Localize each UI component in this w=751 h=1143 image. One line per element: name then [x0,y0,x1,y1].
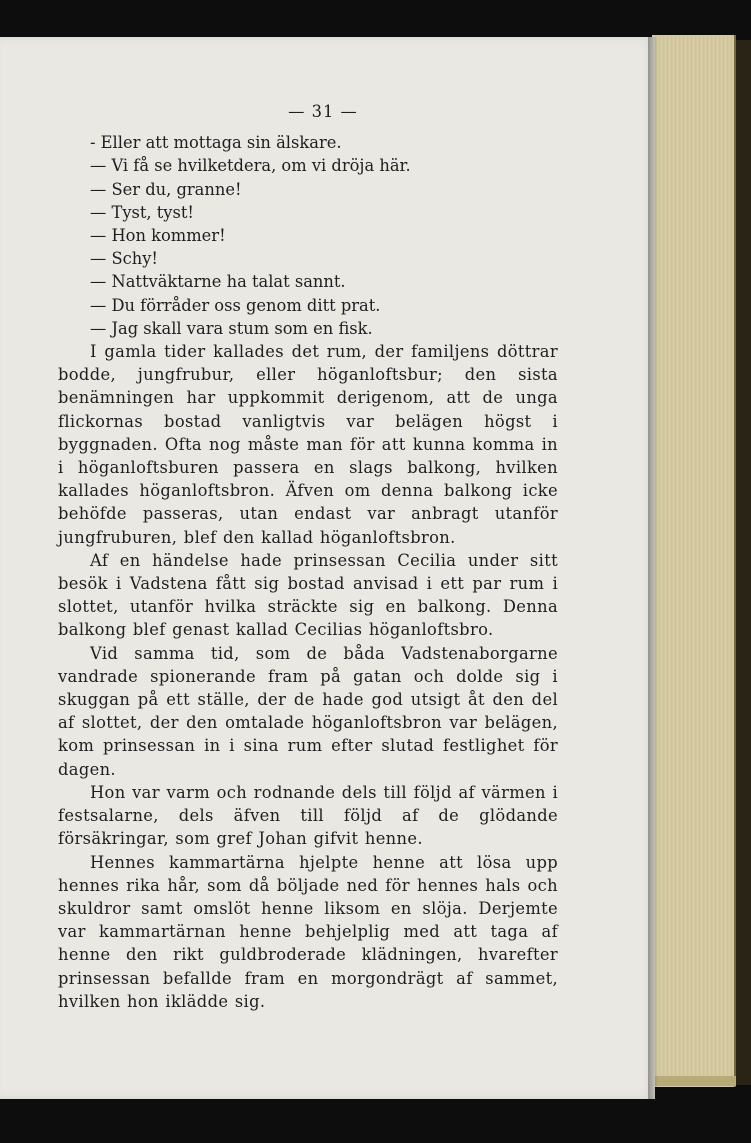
page-text [58,100,558,1013]
page-number: — 31 — [288,102,358,121]
dialogue-line: — Schy! [90,249,158,269]
paragraph: Hennes kammartärna hjelpte henne att lösa upp hennes rika hår, som då böljade ned för hennes hals och skuldror samt omslöt henne liksom en slöja. Derjemte var kammartärnan henne behjelplig med att taga af henne den rikt guldbroderade klädningen, hvarefter prinsessan befallde fram en morgondrägt af sammet, hvilken hon iklädde sig. [58,852,558,1011]
book-cover-edge [734,40,751,1085]
paragraph: Hon var varm och rodnande dels till följd af värmen i festsalarne, dels äfven till följd af de glödande försäkringar, som gref Johan gifvit henne. [58,782,558,849]
paragraph: Vid samma tid, som de båda Vadstenaborgarne vandrade spionerande fram på gatan och dolde sig i skuggan på ett ställe, der de hade god utsigt åt den del af slottet, der den omtalade höganloftsbron var belägen, kom prinsessan in i sina rum efter slutad festlighet för dagen. [58,643,558,779]
paragraph: I gamla tider kallades det rum, der familjens döttrar bodde, jungfrubur, eller höganloftsbur; den sista benämningen har uppkommit derigenom, att de unga flickornas bostad vanligtvis var belägen högst i byggnaden. Ofta nog måste man för att kunna komma in i höganloftsburen passera en slags balkong, hvilken kallades höganloftsbron. Äfven om denna balkong icke behöfde passeras, utan endast var anbragt utanför jungfruburen, blef den kallad höganloftsbron. [58,342,558,547]
paragraph: Af en händelse hade prinsessan Cecilia under sitt besök i Vadstena fått sig bostad anvisad i ett par rum i slottet, utanför hvilka sträckte sig en balkong. Denna balkong blef genast kallad Cecilias höganloftsbro. [58,550,558,640]
dialogue-line: — Ser du, granne! [90,179,242,199]
dialogue-line: — Jag skall vara stum som en fisk. [90,318,373,338]
dialogue-line: — Nattväktarne ha talat sannt. [90,272,346,292]
dialogue-line: — Hon kommer! [90,226,226,246]
dialogue-line: — Vi få se hvilketdera, om vi dröja här. [90,156,411,176]
dialogue-line: - Eller att mottaga sin älskare. [90,133,342,153]
page-edges-bottom [652,1076,736,1086]
dialogue-line: — Tyst, tyst! [90,202,194,222]
gutter-shadow [648,37,658,1099]
dialogue-line: — Du förråder oss genom ditt prat. [90,295,381,315]
dialogue-lines [58,131,558,340]
page-edges [652,35,736,1087]
